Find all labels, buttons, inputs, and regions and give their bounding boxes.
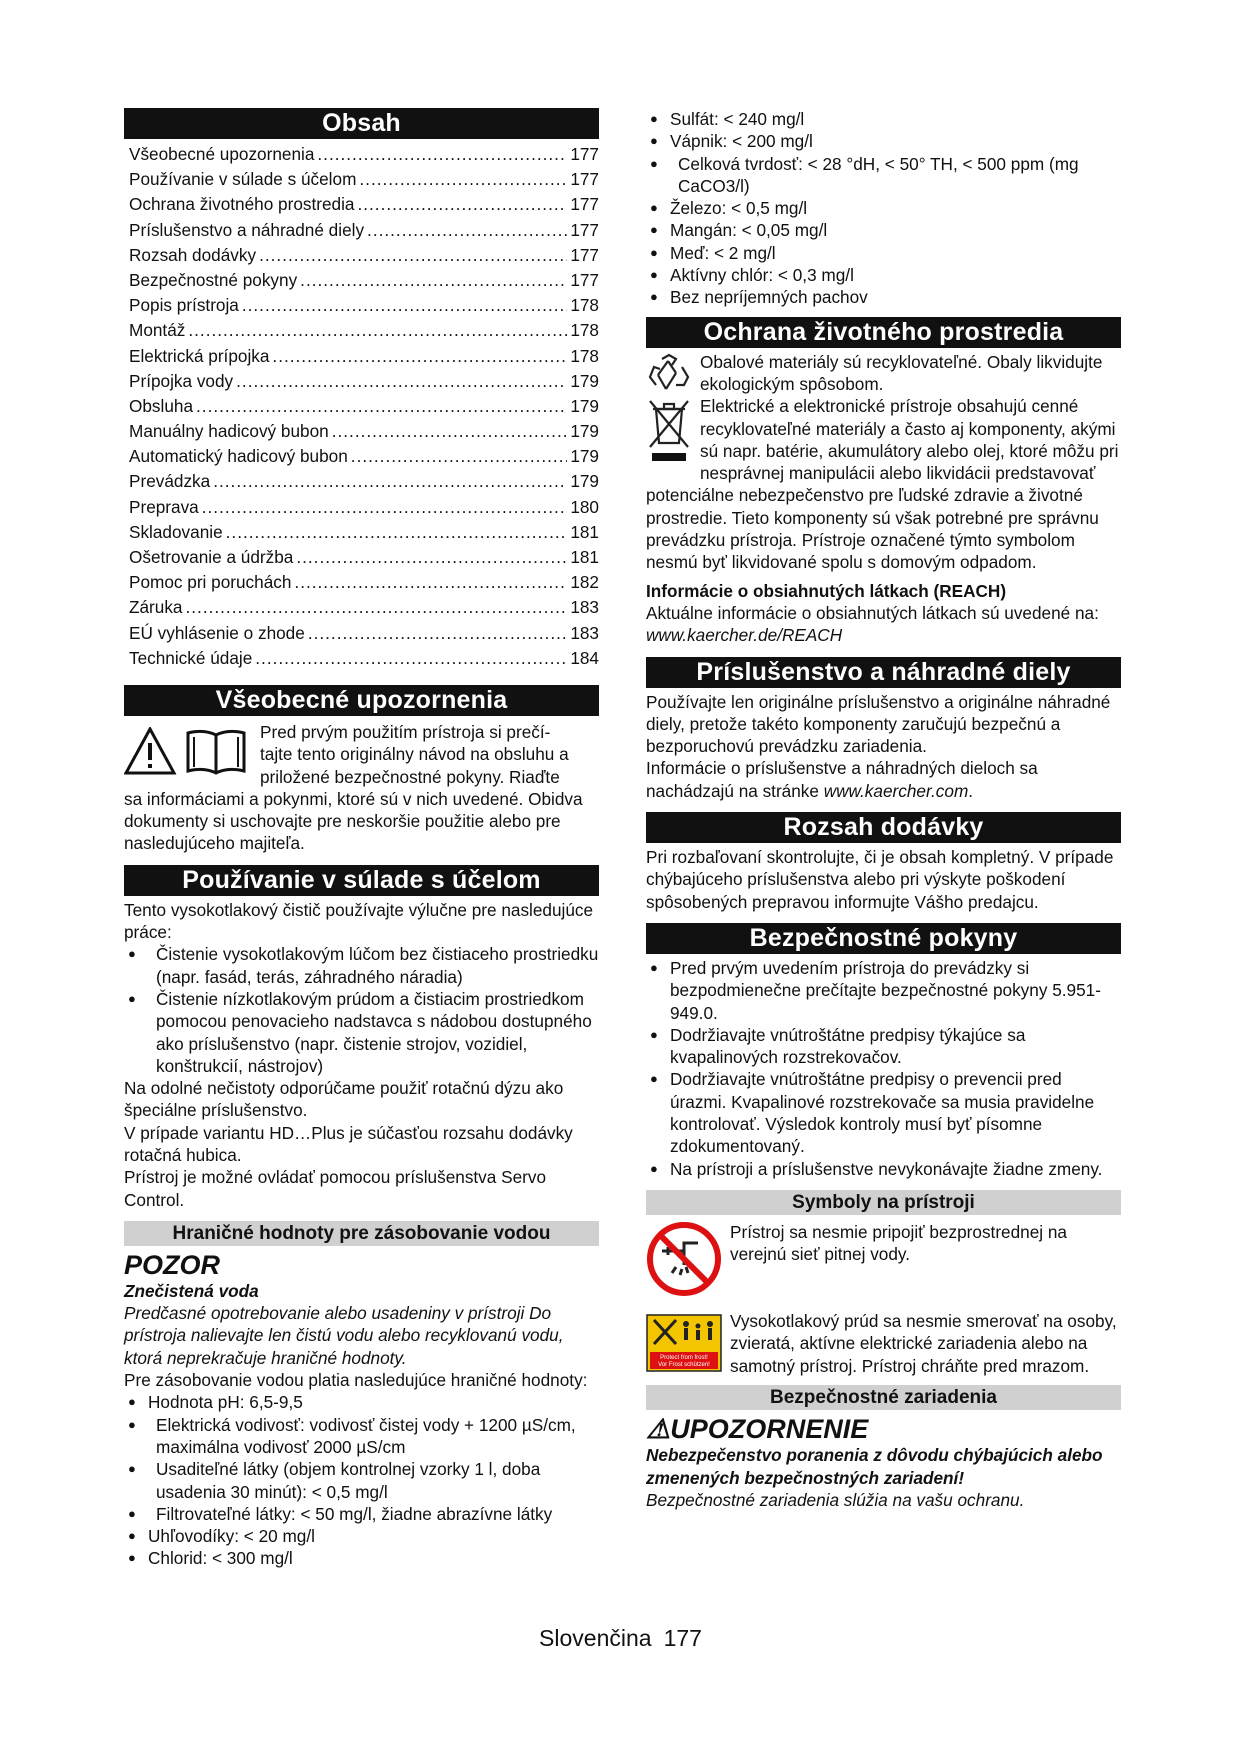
reach-text — [646, 602, 1121, 647]
toc-leader-dots — [213, 469, 567, 494]
toc-page-number: 177 — [570, 219, 599, 240]
toc-page-number: 179 — [570, 370, 599, 391]
manual-book-icon — [188, 731, 244, 773]
general-text: sa informáciami a pokynmi, ktoré sú v nich uvedené. Obidva dokumenty si uschovajte pre neskoršie použitie alebo pre nasledujúceho majiteľa. — [124, 788, 583, 854]
toc-row[interactable] — [124, 595, 599, 620]
list-item: ● Vápnik: < 200 mg/l — [646, 130, 1121, 152]
toc-page-number: 180 — [570, 496, 599, 517]
toc-leader-dots — [300, 268, 567, 293]
toc-page-number: 177 — [570, 194, 599, 215]
high-pressure-jet-warning-icon — [646, 1314, 722, 1372]
toc-title: Manuálny hadicový bubon — [129, 421, 329, 442]
toc-title: Obsluha — [129, 395, 194, 416]
right-column — [646, 108, 1121, 1511]
toc-page-number: 178 — [570, 295, 599, 316]
intended-use-paragraph: V prípade variantu HD…Plus je súčasťou rozsahu dodávky rotačná hubica. — [124, 1122, 573, 1165]
toc-page-number: 179 — [570, 421, 599, 442]
reach-link[interactable]: www.kaercher.de/REACH — [646, 625, 843, 646]
intended-use-paragraph: Prístroj je možné ovládať pomocou príslušenstva Servo Control. — [124, 1167, 547, 1210]
water-limits-intro: Pre zásobovanie vodou platia nasledujúce hraničné hodnoty: — [124, 1370, 588, 1391]
page-footer — [0, 1625, 1241, 1652]
toc-leader-dots — [351, 444, 568, 469]
toc-leader-dots — [226, 520, 568, 545]
accessories-info-end: . — [968, 780, 974, 801]
toc-row[interactable] — [124, 243, 599, 268]
toc-row[interactable] — [124, 218, 599, 243]
toc-page-number: 177 — [570, 169, 599, 190]
accessories-info — [646, 757, 1121, 802]
toc-leader-dots — [255, 646, 567, 671]
toc-title: Elektrická prípojka — [129, 345, 270, 366]
toc-row[interactable] — [124, 167, 599, 192]
general-text-line: tajte tento originálny návod na obsluhu a — [260, 744, 569, 765]
toc-leader-dots — [308, 621, 568, 646]
caution-text: Predčasné opotrebovanie alebo usadeniny v prístroji Do prístroja nalievajte len čistú vodu alebo recyklovanú vodu, ktorá neprekračuje hraničné hodnoty. — [124, 1303, 564, 1368]
toc-title: Príslušenstvo a náhradné diely — [129, 219, 365, 240]
toc-title: Prevádzka — [129, 471, 211, 492]
toc-page-number: 179 — [570, 395, 599, 416]
toc-title: Popis prístroja — [129, 295, 239, 316]
general-section — [124, 719, 599, 855]
toc-page-number: 179 — [570, 471, 599, 492]
warning-label — [646, 1414, 1121, 1444]
toc-leader-dots — [357, 192, 567, 217]
toc-row[interactable] — [124, 570, 599, 595]
toc-page-number: 182 — [570, 572, 599, 593]
water-limits-list-continued — [646, 108, 1121, 309]
toc-row[interactable] — [124, 646, 599, 671]
list-item: ● Čistenie nízkotlakovým prúdom a čistiacim prostriedkom pomocou penovacieho nadstavca s nádobou dostupného ako príslušenstvo (napr. čistenie strojov, vozidiel, konštrukcií, nástrojov) — [124, 988, 599, 1077]
toc-page-number: 178 — [570, 320, 599, 341]
list-item: ● Filtrovateľné látky: < 50 mg/l, žiadne abrazívne látky — [124, 1503, 599, 1525]
toc-row[interactable] — [124, 192, 599, 217]
warning-book-icons — [124, 727, 252, 788]
toc-title: Prípojka vody — [129, 370, 234, 391]
intended-use-intro: Tento vysokotlakový čistič používajte výlučne pre nasledujúce práce: — [124, 899, 594, 943]
no-drinking-water-connection-icon — [646, 1221, 722, 1297]
toc-row[interactable] — [124, 369, 599, 394]
toc-title: Pomoc pri poruchách — [129, 572, 292, 593]
toc-page-number: 181 — [570, 521, 599, 542]
toc-leader-dots — [294, 570, 567, 595]
footer-page-number: 177 — [663, 1625, 702, 1651]
toc-row[interactable] — [124, 344, 599, 369]
warning-text: Bezpečnostné zariadenia slúžia na vašu ochranu. — [646, 1490, 1025, 1511]
intended-use-section — [124, 899, 599, 1211]
intended-use-heading: Používanie v súlade s účelom — [124, 865, 599, 896]
symbols-heading: Symboly na prístroji — [646, 1190, 1121, 1215]
toc-row[interactable] — [124, 621, 599, 646]
list-item: ● Sulfát: < 240 mg/l — [646, 108, 1121, 130]
safety-list — [646, 957, 1121, 1180]
list-item: ● Usaditeľné látky (objem kontrolnej vzorky 1 l, doba usadenia 30 minút): < 0,5 mg/l — [124, 1458, 599, 1503]
toc-title: Všeobecné upozornenia — [129, 144, 315, 164]
safety-heading: Bezpečnostné pokyny — [646, 923, 1121, 954]
toc-row[interactable] — [124, 318, 599, 343]
left-column — [124, 108, 599, 1570]
toc-title: Ochrana životného prostredia — [129, 194, 355, 215]
accessories-section — [646, 691, 1121, 802]
toc-leader-dots — [359, 167, 567, 192]
general-heading: Všeobecné upozornenia — [124, 685, 599, 716]
toc-page-number: 177 — [570, 269, 599, 290]
toc-row[interactable] — [124, 545, 599, 570]
warning-title: Nebezpečenstvo poranenia z dôvodu chýbajúcich alebo zmenených bezpečnostných zariadení! — [646, 1445, 1103, 1488]
toc-title: EÚ vyhlásenie o zhode — [129, 622, 305, 643]
toc-title: Používanie v súlade s účelom — [129, 169, 357, 190]
environment-section — [646, 351, 1121, 647]
symbol-row — [646, 1310, 1121, 1377]
caution-title: Znečistená voda — [124, 1280, 259, 1301]
toc-leader-dots — [236, 369, 567, 394]
warning-triangle-small-icon: ⚠ — [646, 1414, 671, 1445]
footer-language: Slovenčina — [539, 1625, 652, 1651]
list-item: ● Bez nepríjemných pachov — [646, 286, 1121, 308]
symbol-text: Prístroj sa nesmie pripojiť bezprostrednej na verejnú sieť pitnej vody. — [730, 1221, 1067, 1265]
recycling-icon — [646, 353, 692, 395]
toc-row[interactable] — [124, 394, 599, 419]
toc-title: Bezpečnostné pokyny — [129, 269, 298, 290]
toc-page-number: 181 — [570, 547, 599, 567]
water-limits-section — [124, 1250, 599, 1570]
toc-title: Skladovanie — [129, 521, 223, 542]
accessories-info-text: Informácie o príslušenstve a náhradných dieloch sa nachádzajú na stránke — [646, 758, 1038, 801]
weee-text: Elektrické a elektronické prístroje obsahujú cenné recyklovateľné materiály a často aj komponenty, akými sú napr. batérie, akumulátory alebo olej, ktoré môžu pri nesprávnej manipulácii alebo likvidácii predstavovať potenciálne nebezpečenstvo pre ľudské zdravie a životné prostredie. Tieto komponenty sú však potrebné pre správnu prevádzku prístroja. Prístroje označené týmto symbolom nesmú byť likvidované spolu s domovým odpadom. — [646, 396, 1119, 573]
toc-title: Technické údaje — [129, 647, 253, 668]
toc-page-number: 178 — [570, 345, 599, 366]
toc-page-number: 179 — [570, 446, 599, 467]
toc-leader-dots — [196, 394, 567, 419]
toc-page-number: 177 — [570, 244, 599, 265]
toc-leader-dots — [188, 318, 567, 343]
toc-row[interactable] — [124, 293, 599, 318]
toc-title: Záruka — [129, 597, 183, 618]
list-item: ● Na prístroji a príslušenstve nevykonávajte žiadne zmeny. — [646, 1158, 1121, 1180]
environment-heading: Ochrana životného prostredia — [646, 317, 1121, 348]
toc-leader-dots — [272, 344, 567, 369]
toc-page-number: 184 — [570, 647, 599, 668]
toc-leader-dots — [186, 595, 568, 620]
accessories-link[interactable]: www.kaercher.com — [823, 780, 969, 801]
toc-page-number: 177 — [570, 144, 599, 164]
toc-leader-dots — [259, 243, 567, 268]
toc-heading: Obsah — [124, 108, 599, 139]
toc-title: Rozsah dodávky — [129, 244, 257, 265]
warning-triangle-icon — [124, 727, 252, 775]
toc-row[interactable] — [124, 520, 599, 545]
toc-title: Preprava — [129, 496, 199, 517]
list-item: ● Dodržiavajte vnútroštátne predpisy o prevencii pred úrazmi. Kvapalinové rozstrekovače sa musia pravidelne kontrolovať. Výsledok kontroly musí byť písomne zdokumentovaný. — [646, 1068, 1121, 1157]
warning-label-text: UPOZORNENIE — [670, 1414, 869, 1445]
toc-row[interactable] — [124, 142, 599, 167]
toc-row[interactable] — [124, 268, 599, 293]
list-item: ● Meď: < 2 mg/l — [646, 242, 1121, 264]
toc-leader-dots — [317, 142, 567, 167]
toc-leader-dots — [242, 293, 567, 318]
list-item: ● Aktívny chlór: < 0,3 mg/l — [646, 264, 1121, 286]
list-item: ● Železo: < 0,5 mg/l — [646, 197, 1121, 219]
list-item: ● Uhľovodíky: < 20 mg/l — [124, 1525, 599, 1547]
recycle-text: Obalové materiály sú recyklovateľné. Obaly likvidujte ekologickým spôsobom. — [700, 351, 1103, 394]
toc-row[interactable] — [124, 444, 599, 469]
frost-label-en: Protect from frost! — [660, 1355, 708, 1362]
list-item: ● Pred prvým uvedením prístroja do prevádzky si bezpodmienečne prečítajte bezpečnostné pokyny 5.951-949.0. — [646, 957, 1121, 1024]
toc-title: Ošetrovanie a údržba — [129, 547, 294, 567]
table-of-contents — [124, 142, 599, 671]
list-item: ● Elektrická vodivosť: vodivosť čistej vody + 1200 µS/cm, maximálna vodivosť 2000 µS/cm — [124, 1414, 599, 1459]
general-text-line: priložené bezpečnostné pokyny. Riaďte — [260, 766, 560, 787]
list-item: ● Chlorid: < 300 mg/l — [124, 1547, 599, 1569]
scope-text: Pri rozbaľovaní skontrolujte, či je obsah kompletný. V prípade chýbajúceho príslušenstva alebo pri výskyte poškodení spôsobených prepravou informujte Vášho predajcu. — [646, 847, 1114, 912]
accessories-text: Používajte len originálne príslušenstvo a originálne náhradné diely, pretože takéto komponenty zaručujú bezpečnú a bezporuchovú prevádzku zariadenia. — [646, 691, 1111, 757]
toc-page-number: 183 — [570, 622, 599, 643]
toc-leader-dots — [367, 218, 567, 243]
toc-title: Montáž — [129, 320, 186, 341]
toc-row[interactable] — [124, 469, 599, 494]
list-item: ● Celková tvrdosť: < 28 °dH, < 50° TH, < 500 ppm (mg CaCO3/l) — [646, 153, 1121, 198]
reach-title: Informácie o obsiahnutých látkach (REACH) — [646, 580, 1007, 601]
crossed-out-bin-icon — [646, 397, 692, 463]
toc-leader-dots — [202, 495, 568, 520]
toc-page-number: 183 — [570, 597, 599, 618]
toc-row[interactable] — [124, 495, 599, 520]
toc-leader-dots — [296, 545, 567, 570]
accessories-heading: Príslušenstvo a náhradné diely — [646, 657, 1121, 688]
reach-text-body: Aktuálne informácie o obsiahnutých látkach sú uvedené na: — [646, 602, 1099, 623]
intended-use-paragraph: Na odolné nečistoty odporúčame použiť rotačnú dýzu ako špeciálne príslušenstvo. — [124, 1078, 564, 1121]
devices-heading: Bezpečnostné zariadenia — [646, 1385, 1121, 1410]
scope-heading: Rozsah dodávky — [646, 812, 1121, 843]
list-item: ● Čistenie vysokotlakovým lúčom bez čistiaceho prostriedku (napr. fasád, terás, záhradného náradia) — [124, 943, 599, 988]
water-limits-heading: Hraničné hodnoty pre zásobovanie vodou — [124, 1221, 599, 1246]
toc-title: Automatický hadicový bubon — [129, 446, 348, 467]
list-item: ● Mangán: < 0,05 mg/l — [646, 219, 1121, 241]
toc-row[interactable] — [124, 419, 599, 444]
frost-label-de: Vor Frost schützen! — [658, 1362, 710, 1369]
toc-leader-dots — [332, 419, 568, 444]
list-item: ● Hodnota pH: 6,5-9,5 — [124, 1391, 599, 1413]
list-item: ● Dodržiavajte vnútroštátne predpisy týkajúce sa kvapalinových rozstrekovačov. — [646, 1024, 1121, 1069]
symbol-row — [646, 1221, 1121, 1302]
general-text-line: Pred prvým použitím prístroja si prečí- — [260, 721, 551, 742]
caution-label: POZOR — [124, 1249, 221, 1280]
symbol-text: Vysokotlakový prúd sa nesmie smerovať na osoby, zvieratá, aktívne elektrické zariadenia alebo na samotný prístroj. Prístroj chráňte pred mrazom. — [730, 1311, 1117, 1376]
